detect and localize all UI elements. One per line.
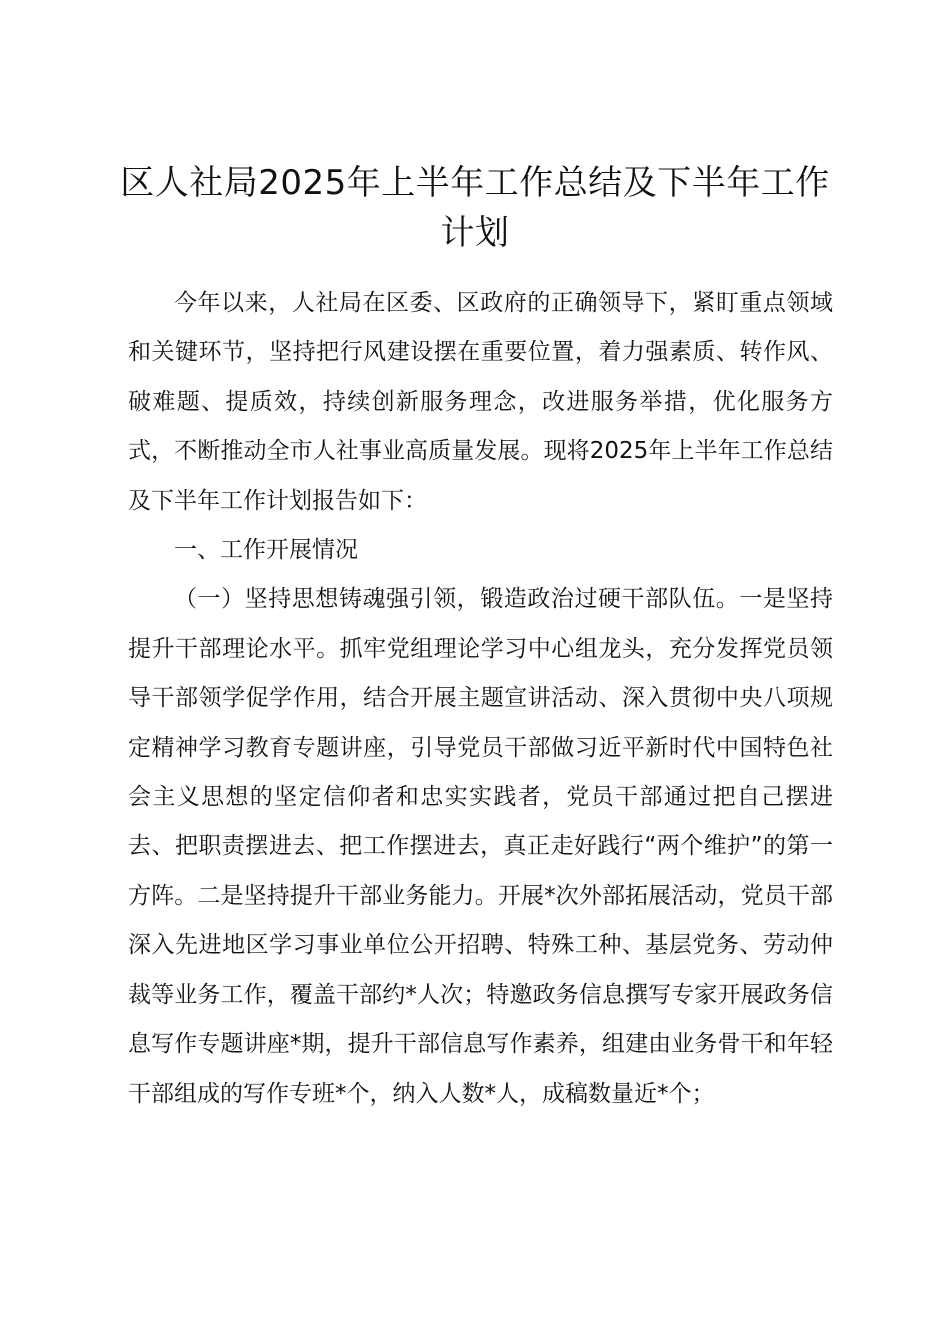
- document-body: [128, 279, 833, 1119]
- body-paragraph: （一）坚持思想铸魂强引领，锻造政治过硬干部队伍。一是坚持提升干部理论水平。抓牢党组理论学习中心组龙头，充分发挥党员领导干部领学促学作用，结合开展主题宣讲活动、深入贯彻中央八项规定精神学习教育专题讲座，引导党员干部做习近平新时代中国特色社会主义思想的坚定信仰者和忠实实践者，党员干部通过把自己摆进去、把职责摆进去、把工作摆进去，真正走好践行“两个维护”的第一方阵。二是坚持提升干部业务能力。开展*次外部拓展活动，党员干部深入先进地区学习事业单位公开招聘、特殊工种、基层党务、劳动仲裁等业务工作，覆盖干部约*人次；特邀政务信息撰写专家开展政务信息写作专题讲座*期，提升干部信息写作素养，组建由业务骨干和年轻干部组成的写作专班*个，纳入人数*人，成稿数量近*个；: [128, 586, 833, 1107]
- intro-paragraph: 今年以来，人社局在区委、区政府的正确领导下，紧盯重点领域和关键环节，坚持把行风建设摆在重要位置，着力强素质、转作风、破难题、提质效，持续创新服务理念，改进服务举措，优化服务方式，不断推动全市人社事业高质量发展。现将2025年上半年工作总结及下半年工作计划报告如下：: [128, 290, 833, 514]
- section-heading: 一、工作开展情况: [174, 537, 358, 564]
- document-title: 区人社局2025年上半年工作总结及下半年工作计划: [120, 163, 830, 253]
